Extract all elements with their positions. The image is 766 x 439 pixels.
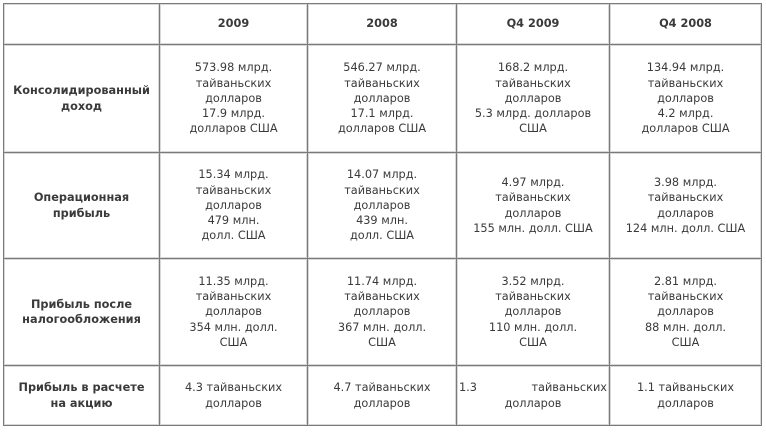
cell-operating-q4-2009: 4.97 млрд. тайваньских долларов 155 млн. долл. США bbox=[457, 153, 610, 259]
cell-operating-q4-2008: 3.98 млрд. тайваньских долларов 124 млн. долл. США bbox=[610, 153, 762, 259]
eps-q4-2009-justified-line bbox=[459, 380, 607, 395]
row-label-eps: Прибыль в расчете на акцию bbox=[4, 366, 160, 426]
cell-revenue-2008: 546.27 млрд. тайваньских долларов 17.1 млрд. долларов США bbox=[308, 45, 457, 153]
cell-operating-2008: 14.07 млрд. тайваньских долларов 439 млн. долл. США bbox=[308, 153, 457, 259]
cell-eps-q4-2009: 1.3 тайваньских долларов bbox=[457, 366, 610, 426]
header-q4-2008: Q4 2008 bbox=[610, 4, 762, 45]
financial-results-table bbox=[3, 3, 762, 426]
table-row-operating-profit bbox=[4, 153, 762, 259]
cell-net-q4-2009: 3.52 млрд. тайваньских долларов 110 млн. долл. США bbox=[457, 259, 610, 366]
header-row bbox=[4, 4, 762, 45]
header-q4-2009: Q4 2009 bbox=[457, 4, 610, 45]
cell-net-q4-2008: 2.81 млрд. тайваньских долларов 88 млн. долл. США bbox=[610, 259, 762, 366]
header-2009: 2009 bbox=[160, 4, 308, 45]
cell-eps-2008: 4.7 тайваньских долларов bbox=[308, 366, 457, 426]
cell-net-2008: 11.74 млрд. тайваньских долларов 367 млн. долл. США bbox=[308, 259, 457, 366]
row-label-net-profit: Прибыль после налогообложения bbox=[4, 259, 160, 366]
row-label-consolidated-revenue: Консолидированный доход bbox=[4, 45, 160, 153]
cell-revenue-2009: 573.98 млрд. тайваньских долларов 17.9 млрд. долларов США bbox=[160, 45, 308, 153]
table-row-consolidated-revenue bbox=[4, 45, 762, 153]
cell-eps-2009: 4.3 тайваньских долларов bbox=[160, 366, 308, 426]
header-corner bbox=[4, 4, 160, 45]
eps-q4-2009-word: тайваньских bbox=[531, 381, 607, 395]
cell-eps-q4-2008: 1.1 тайваньских долларов bbox=[610, 366, 762, 426]
header-2008: 2008 bbox=[308, 4, 457, 45]
eps-q4-2009-word: 1.3 bbox=[459, 381, 477, 395]
table-row-net-profit bbox=[4, 259, 762, 366]
cell-net-2009: 11.35 млрд. тайваньских долларов 354 млн. долл. США bbox=[160, 259, 308, 366]
cell-revenue-q4-2009: 168.2 млрд. тайваньских долларов 5.3 млрд. долларов США bbox=[457, 45, 610, 153]
cell-revenue-q4-2008: 134.94 млрд. тайваньских долларов 4.2 млрд. долларов США bbox=[610, 45, 762, 153]
row-label-operating-profit: Операционная прибыль bbox=[4, 153, 160, 259]
cell-operating-2009: 15.34 млрд. тайваньских долларов 479 млн. долл. США bbox=[160, 153, 308, 259]
table-row-eps bbox=[4, 366, 762, 426]
